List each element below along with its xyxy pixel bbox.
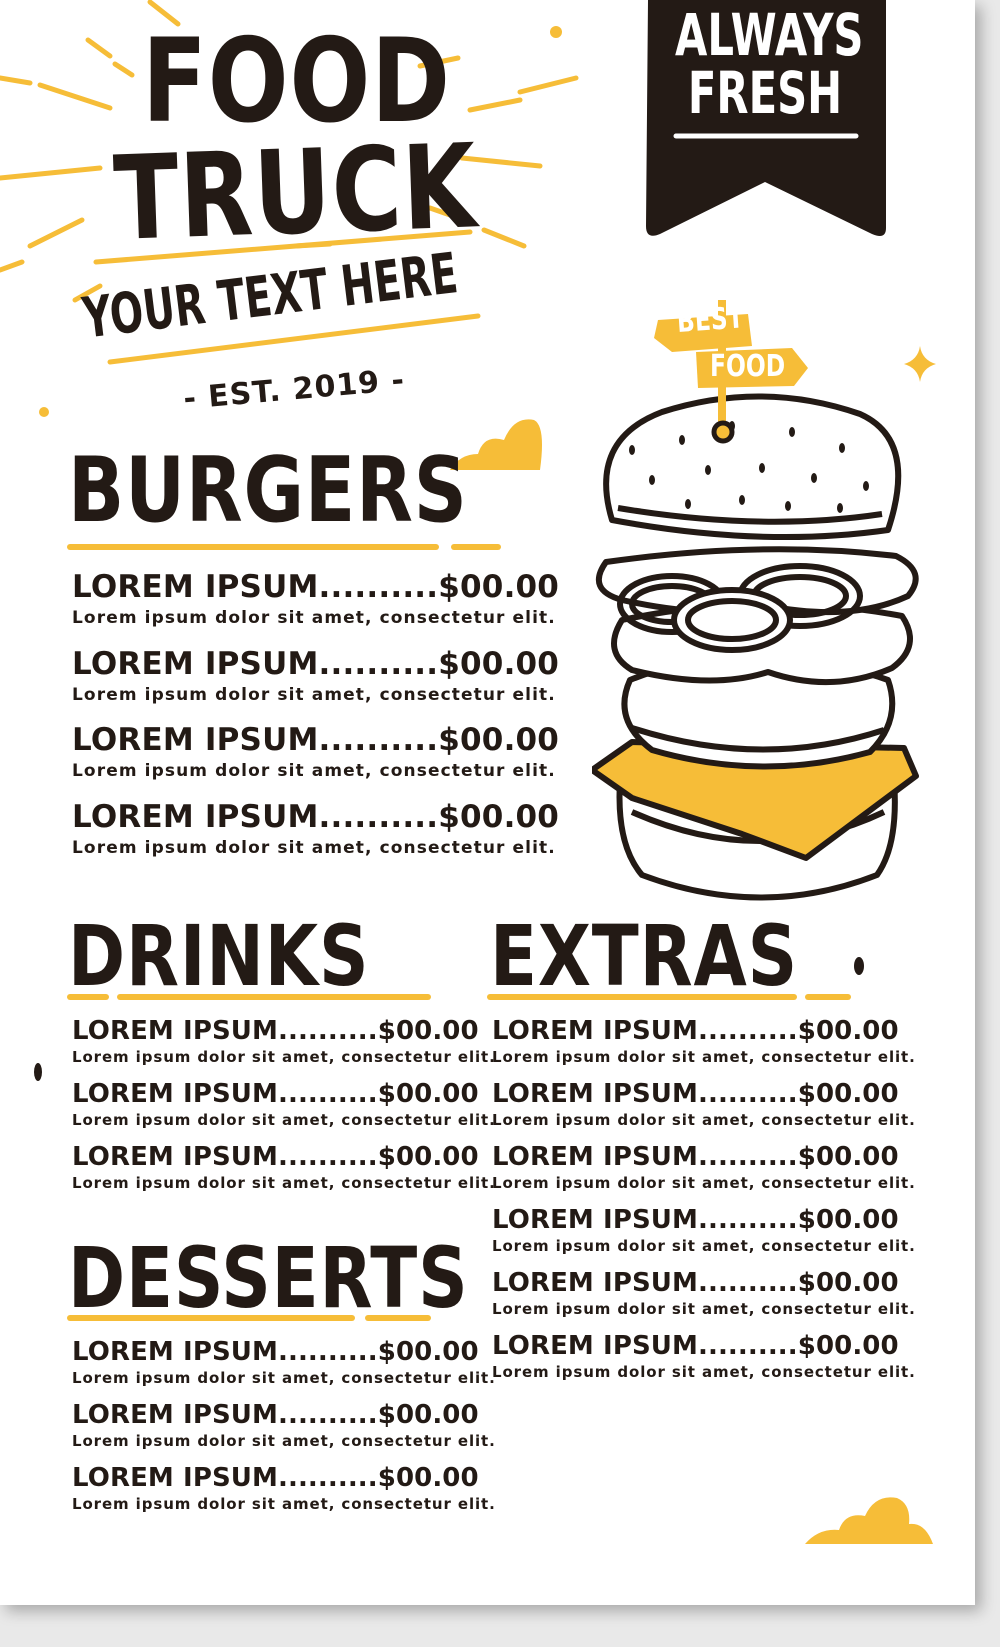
menu-item-name: LOREM IPSUM..........$00.00 xyxy=(492,1205,899,1235)
menu-item-name: LOREM IPSUM..........$00.00 xyxy=(72,1016,479,1046)
burger-illustration xyxy=(592,300,932,920)
signpost-best: BEST xyxy=(675,300,745,340)
established-year: - EST. 2019 - xyxy=(182,362,407,417)
tagline: YOUR TEXT HERE xyxy=(79,241,462,352)
menu-item-name: LOREM IPSUM..........$00.00 xyxy=(72,722,560,758)
menu-item-description: Lorem ipsum dolor sit amet, consectetur elit. xyxy=(492,1237,916,1255)
menu-item-name: LOREM IPSUM..........$00.00 xyxy=(72,1142,479,1172)
menu-item-description: Lorem ipsum dolor sit amet, consectetur elit. xyxy=(72,1495,496,1513)
section-title-burgers: BURGERS xyxy=(68,438,468,543)
title-food: FOOD xyxy=(142,14,451,149)
menu-item-description: Lorem ipsum dolor sit amet, consectetur elit. xyxy=(72,685,556,705)
menu-item-description: Lorem ipsum dolor sit amet, consectetur elit. xyxy=(492,1300,916,1318)
menu-item-name: LOREM IPSUM..........$00.00 xyxy=(72,1337,479,1367)
menu-item-name: LOREM IPSUM..........$00.00 xyxy=(492,1016,899,1046)
section-title-extras: EXTRAS xyxy=(490,907,799,1005)
menu-item-name: LOREM IPSUM..........$00.00 xyxy=(72,799,560,835)
section-underline xyxy=(66,990,436,1004)
menu-item-name: LOREM IPSUM..........$00.00 xyxy=(492,1079,899,1109)
menu-item-name: LOREM IPSUM..........$00.00 xyxy=(72,1079,479,1109)
ribbon-line2: FRESH xyxy=(687,59,843,127)
signpost-food: FOOD xyxy=(710,349,786,384)
dot-decoration xyxy=(30,1060,46,1090)
menu-item-name: LOREM IPSUM..........$00.00 xyxy=(492,1331,899,1361)
menu-item-description: Lorem ipsum dolor sit amet, consectetur elit. xyxy=(492,1111,916,1129)
cloud-decoration xyxy=(805,1494,935,1548)
menu-item-name: LOREM IPSUM..........$00.00 xyxy=(72,569,560,605)
menu-item-description: Lorem ipsum dolor sit amet, consectetur elit. xyxy=(492,1174,916,1192)
menu-item-description: Lorem ipsum dolor sit amet, consectetur elit. xyxy=(72,1174,496,1192)
section-title-desserts: DESSERTS xyxy=(68,1229,469,1327)
menu-item-name: LOREM IPSUM..........$00.00 xyxy=(72,1463,479,1493)
menu-item-description: Lorem ipsum dolor sit amet, consectetur elit. xyxy=(72,1369,496,1387)
section-underline xyxy=(66,1311,436,1325)
menu-item-name: LOREM IPSUM..........$00.00 xyxy=(72,1400,479,1430)
menu-item-description: Lorem ipsum dolor sit amet, consectetur elit. xyxy=(72,1432,496,1450)
menu-item-description: Lorem ipsum dolor sit amet, consectetur elit. xyxy=(492,1363,916,1381)
menu-item-description: Lorem ipsum dolor sit amet, consectetur elit. xyxy=(72,608,556,628)
menu-item-name: LOREM IPSUM..........$00.00 xyxy=(72,646,560,682)
menu-item-description: Lorem ipsum dolor sit amet, consectetur elit. xyxy=(72,838,556,858)
menu-item-name: LOREM IPSUM..........$00.00 xyxy=(492,1268,899,1298)
section-title-drinks: DRINKS xyxy=(68,907,370,1005)
menu-item-description: Lorem ipsum dolor sit amet, consectetur elit. xyxy=(72,761,556,781)
section-underline xyxy=(486,990,856,1004)
dot-decoration xyxy=(852,955,868,985)
title-truck: TRUCK xyxy=(111,119,480,267)
section-underline xyxy=(66,540,506,554)
ribbon-line1: ALWAYS xyxy=(675,1,864,69)
menu-item-description: Lorem ipsum dolor sit amet, consectetur elit. xyxy=(72,1111,496,1129)
menu-item-name: LOREM IPSUM..........$00.00 xyxy=(492,1142,899,1172)
menu-item-description: Lorem ipsum dolor sit amet, consectetur elit. xyxy=(72,1048,496,1066)
menu-item-description: Lorem ipsum dolor sit amet, consectetur elit. xyxy=(492,1048,916,1066)
